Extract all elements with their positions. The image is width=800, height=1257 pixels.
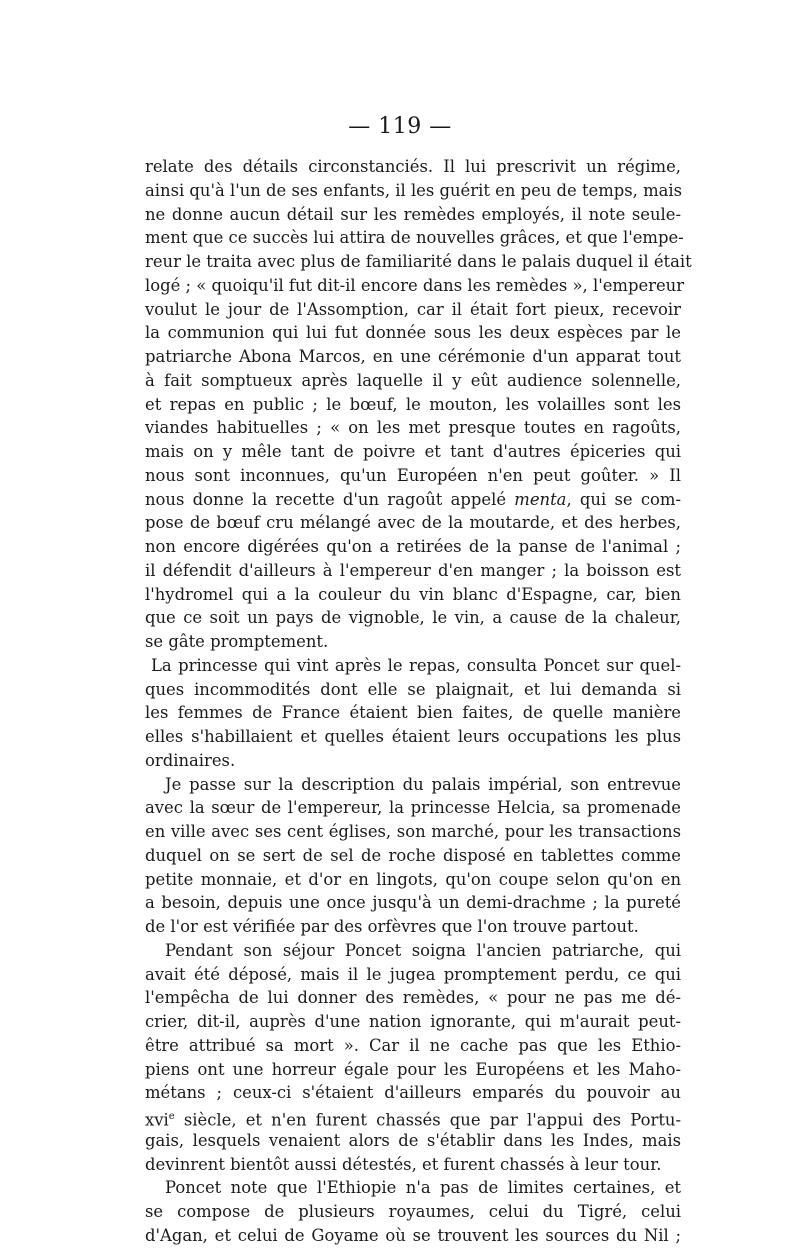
text-line: petite monnaie, et d'or en lingots, qu'on coupe selon qu'on en	[145, 869, 681, 889]
text-line: duquel on se sert de sel de roche disposé en tablettes comme	[145, 845, 681, 865]
text-line: a besoin, depuis une once jusqu'à un demi-drachme ; la pureté	[145, 893, 681, 913]
text-line: se compose de plusieurs royaumes, celui du Tigré, celui	[145, 1202, 681, 1221]
text-line: ques incommodités dont elle se plaignait, et lui demanda si	[145, 679, 681, 699]
text-line: à fait somptueux après laquelle il y eût audience solennelle,	[145, 370, 681, 390]
text-line: patriarche Abona Marcos, en une cérémonie d'un apparat tout	[145, 347, 681, 366]
text-line: devinrent bientôt aussi détestés, et furent chassés à leur tour.	[145, 1154, 662, 1174]
text-line: logé ; « quoiqu'il fut dit-il encore dans les remèdes », l'empereur	[145, 275, 685, 295]
text-line: crier, dit-il, auprès d'une nation ignorante, qui m'aurait peut-	[145, 1012, 681, 1031]
text-line: être attribué sa mort ». Car il ne cache pas que les Ethio-	[145, 1035, 681, 1055]
text-line: en ville avec ses cent églises, son marché, pour les transactions	[145, 822, 681, 841]
text-line: viandes habituelles ; « on les met presque toutes en ragoûts,	[145, 418, 681, 438]
text-line: ainsi qu'à l'un de ses enfants, il les guérit en peu de temps, mais	[145, 180, 683, 200]
text-line: gais, lesquels venaient alors de s'établir dans les Indes, mais	[145, 1130, 681, 1150]
text-line: nous sont inconnues, qu'un Européen n'en peut goûter. » Il	[145, 465, 681, 485]
text-line: elles s'habillaient et quelles étaient leurs occupations les plus	[145, 727, 681, 746]
text-line: pose de bœuf cru mélangé avec de la moutarde, et des herbes,	[145, 513, 681, 533]
text-line: avait été déposé, mais il le jugea promptement perdu, ce qui	[145, 964, 681, 984]
text-line: la communion qui lui fut donnée sous les deux espèces par le	[145, 323, 681, 343]
text-line: ordinaires.	[145, 750, 236, 770]
text-line: Pendant son séjour Poncet soigna l'ancien patriarche, qui	[165, 940, 681, 960]
text-line: que ce soit un pays de vignoble, le vin, a cause de la chaleur,	[145, 608, 681, 628]
text-line: et repas en public ; le bœuf, le mouton, les volailles sont les	[145, 394, 681, 414]
text-line: l'hydromel qui a la couleur du vin blanc d'Espagne, car, bien	[145, 584, 681, 604]
text-line: de l'or est vérifiée par des orfèvres que l'on trouve partout.	[145, 917, 639, 936]
text-line: nous donne la recette d'un ragoût appelé menta, qui se com-	[145, 489, 681, 509]
text-line: ne donne aucun détail sur les remèdes employés, il note seule-	[145, 204, 681, 224]
page-number: — 119 —	[348, 114, 452, 139]
text-line: avec la sœur de l'empereur, la princesse Helcia, sa promenade	[145, 798, 681, 818]
text-line: il défendit d'ailleurs à l'empereur d'en manger ; la boisson est	[145, 560, 681, 580]
text-line: Je passe sur la description du palais impérial, son entrevue	[165, 774, 681, 794]
text-line: reur le traita avec plus de familiarité dans le palais duquel il était	[145, 252, 692, 271]
text-line: se gâte promptement.	[145, 632, 329, 651]
text-line: les femmes de France étaient bien faites, de quelle manière	[145, 703, 681, 723]
text-line: d'Agan, et celui de Goyame où se trouvent les sources du Nil ;	[145, 1225, 681, 1245]
text-line: mais on y mêle tant de poivre et tant d'autres épiceries qui	[145, 442, 681, 461]
text-line: xvi$^e$ siècle, et n'en furent chassés que par l'appui des Portu-	[145, 1110, 681, 1130]
body-text	[145, 155, 692, 1248]
text-line: relate des détails circonstanciés. Il lui prescrivit un régime,	[145, 157, 681, 176]
text-line: piens ont une horreur égale pour les Européens et les Maho-	[145, 1059, 681, 1079]
text-line: métans ; ceux-ci s'étaient d'ailleurs emparés du pouvoir au	[145, 1083, 681, 1103]
text-line: La princesse qui vint après le repas, consulta Poncet sur quel-	[151, 655, 681, 675]
text-line: non encore digérées qu'on a retirées de la panse de l'animal ;	[145, 537, 681, 556]
text-line: voulut le jour de l'Assomption, car il était fort pieux, recevoir	[145, 299, 681, 319]
text-line: l'empêcha de lui donner des remèdes, « pour ne pas me dé-	[145, 988, 681, 1008]
text-line: Poncet note que l'Ethiopie n'a pas de limites certaines, et	[165, 1178, 681, 1198]
text-line: ment que ce succès lui attira de nouvelles grâces, et que l'empe-	[145, 228, 684, 248]
